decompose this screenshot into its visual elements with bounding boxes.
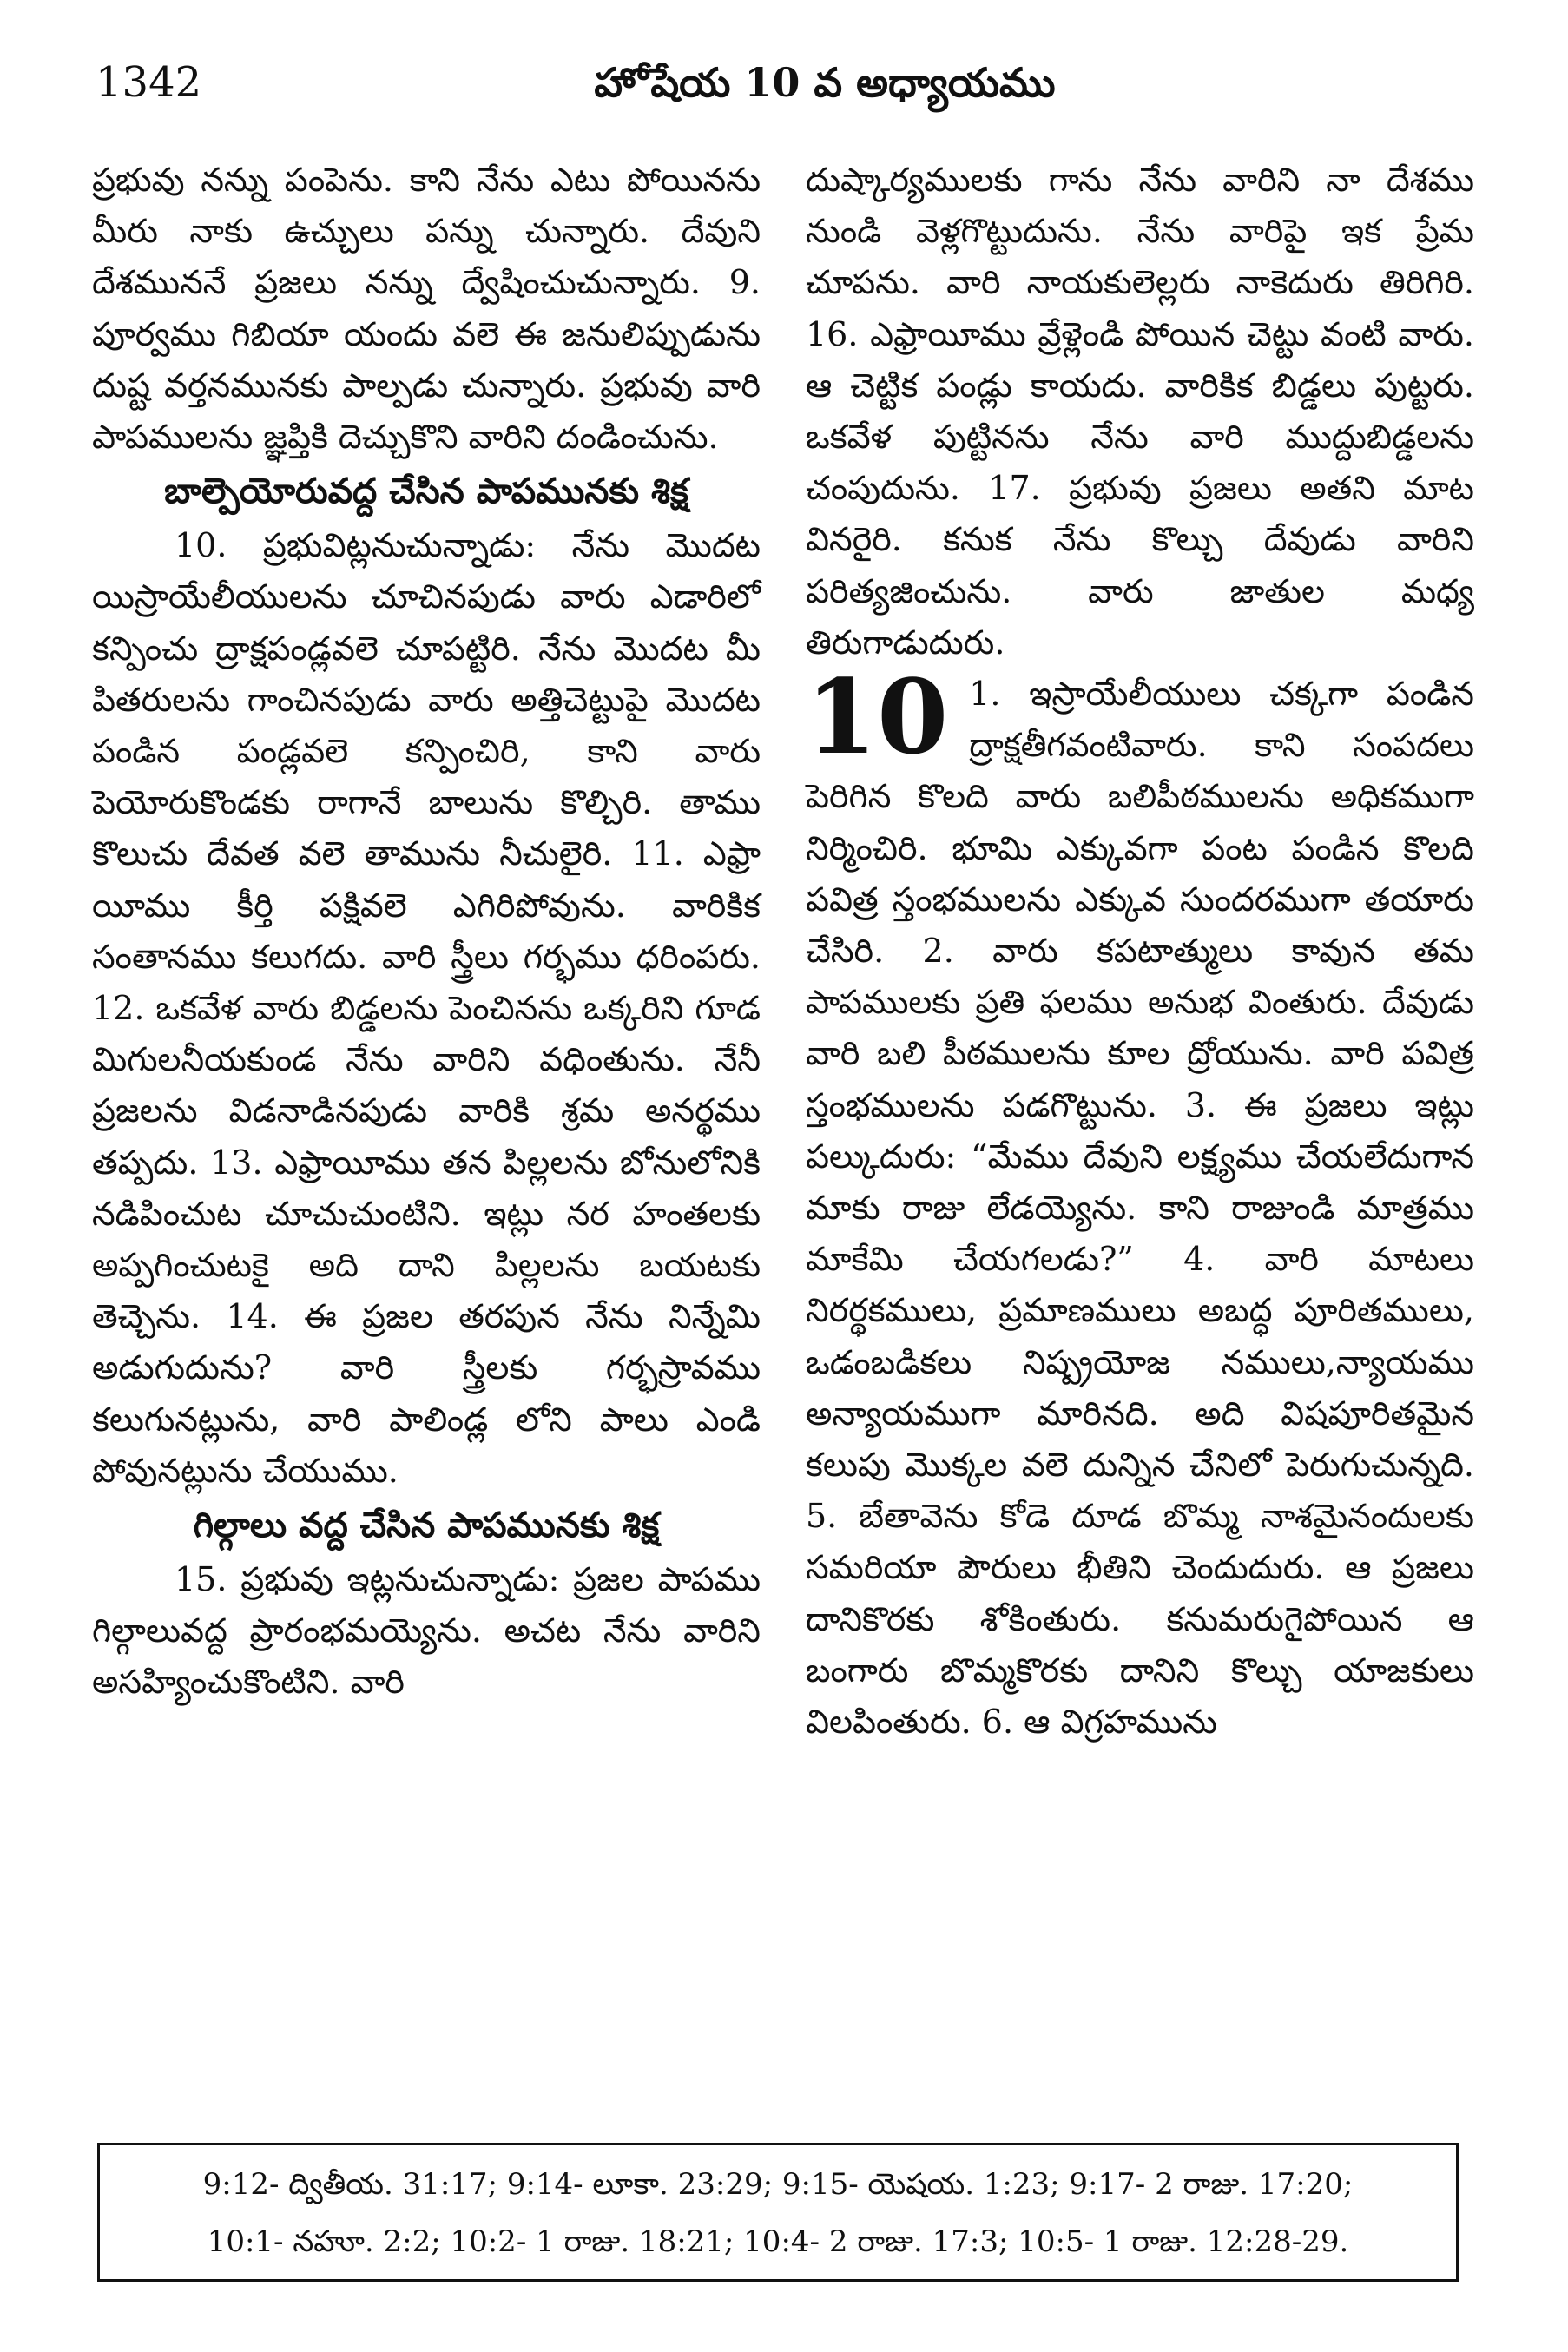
paragraph: ప్రభువు నన్ను పంపెను. కాని నేను ఎటు పోయినను మీరు నాకు ఉచ్చులు పన్ను చున్నారు. దేవుని దేశముననే ప్రజలు నన్ను ద్వేషించుచున్నారు. 9. పూర్వము గిబియా యందు వలె ఈ జనులిప్పుడును దుష్ట వర్తనమునకు పాల్పడు చున్నారు. ప్రభువు వారి పాపములను జ్ఞప్తికి దెచ్చుకొని వారిని దండించును.	[92, 161, 761, 457]
paragraph: దుష్కార్యములకు గాను నేను వారిని నా దేశము నుండి వెళ్లగొట్టుదును. నేను వారిపై ఇక ప్రేమ చూపను. వారి నాయకులెల్లరు నాకెదురు తిరిగిరి. 16. ఎఫ్రాయీము వ్రేళ్లెండి పోయిన చెట్టు వంటి వారు. ఆ చెట్టిక పండ్లు కాయదు. వారికిక బిడ్డలు పుట్టరు. ఒకవేళ పుట్టినను నేను వారి ముద్దుబిడ్డలను చంపుదును. 17. ప్రభువు ప్రజలు అతని మాట వినరైరి. కనుక నేను కొల్చు దేవుడు వారిని పరిత్యజించును. వారు జాతుల మధ్య తిరుగాడుదురు.	[806, 161, 1474, 662]
paragraph: 1. ఇస్రాయేలీయులు చక్కగా పండిన ద్రాక్షతీగవంటివారు. కాని సంపదలు పెరిగిన కొలది వారు బలిపీఠములను అధికముగా నిర్మించిరి. భూమి ఎక్కువగా పంట పండిన కొలది పవిత్ర స్తంభములను ఎక్కువ సుందరముగా తయారు చేసిరి. 2. వారు కపటాత్ములు కావున తమ పాపములకు ప్రతి ఫలము అనుభ వింతురు. దేవుడు వారి బలి పీఠములను కూల ద్రోయును. వారి పవిత్ర స్తంభములను పడగొట్టును. 3. ఈ ప్రజలు ఇట్లు పల్కుదురు: “మేము దేవుని లక్ష్యము చేయలేదుగాన మాకు రాజు లేడయ్యెను. కాని రాజుండి మాత్రము మాకేమి చేయగలడు?” 4. వారి మాటలు నిరర్థకములు, ప్రమాణములు అబద్ధ పూరితములు, ఒడంబడికలు నిష్ప్రయోజ నములు,న్యాయము అన్యాయముగా మారినది. అది విషపూరితమైన కలుపు మొక్కల వలె దున్నిన చేనిలో పెరుగుచున్నది. 5. బేతావెను కోడె దూడ బొమ్మ నాశమైనందులకు సమరియా పౌరులు భీతిని చెందుదురు. ఆ ప్రజలు దానికొరకు శోకింతురు. కనుమరుగైపోయిన ఆ బంగారు బొమ్మకొరకు దానిని కొల్చు యాజకులు విలపింతురు. 6. ఆ విగ్రహమును	[806, 675, 1474, 1742]
cross-reference-line: 9:12- ద్వితీయ. 31:17; 9:14- లూకా. 23:29; 9:15- యెషయ. 1:23; 9:17- 2 రాజు. 17:20;	[202, 2167, 1354, 2202]
section-heading: బాల్పెయోరువద్ద చేసిన పాపమునకు శిక్ష	[164, 471, 688, 512]
paragraph: 10. ప్రభువిట్లనుచున్నాడు: నేను మొదట యిస్రాయేలీయులను చూచినపుడు వారు ఎడారిలో కన్పించు ద్రాక్షపండ్లవలె చూపట్టిరి. నేను మొదట మీ పితరులను గాంచినపుడు వారు అత్తిచెట్టుపై మొదట పండిన పండ్లవలె కన్పించిరి, కాని వారు పెయోరుకొండకు రాగానే బాలును కొల్చిరి. తాము కొలుచు దేవత వలె తామును నీచులైరి. 11. ఎఫ్రా యీము కీర్తి పక్షివలె ఎగిరిపోవును. వారికిక సంతానము కలుగదు. వారి స్త్రీలు గర్భము ధరింపరు. 12. ఒకవేళ వారు బిడ్డలను పెంచినను ఒక్కరిని గూడ మిగులనీయకుండ నేను వారిని వధింతును. నేనీ ప్రజలను విడనాడినపుడు వారికి శ్రమ అనర్థము తప్పదు. 13. ఎఫ్రాయీము తన పిల్లలను బోనులోనికి నడిపించుట చూచుచుంటిని. ఇట్లు నర హంతలకు అప్పగించుటకై అది దాని పిల్లలను బయటకు తెచ్చెను. 14. ఈ ప్రజల తరపున నేను నిన్నేమి అడుగుదును? వారి స్త్రీలకు గర్భస్రావము కలుగునట్లును, వారి పాలిండ్ల లోని పాలు ఎండి పోవునట్లును చేయుము.	[92, 526, 761, 1490]
cross-reference-line: 10:1- నహూ. 2:2; 10:2- 1 రాజు. 18:21; 10:4- 2 రాజు. 17:3; 10:5- 1 రాజు. 12:28-29.	[207, 2224, 1349, 2259]
chapter-number: 10	[806, 656, 949, 778]
paragraph: 15. ప్రభువు ఇట్లనుచున్నాడు: ప్రజల పాపము గిల్గాలువద్ద ప్రారంభమయ్యెను. అచట నేను వారిని అసహ్యించుకొంటిని. వారి	[92, 1560, 761, 1702]
right-column	[806, 155, 1474, 1748]
page-number: 1342	[96, 58, 202, 107]
running-title: హోషేయ 10 వ అధ్యాయము	[594, 59, 1056, 106]
left-column	[92, 155, 761, 1709]
page-header	[96, 52, 1464, 113]
section-heading: గిల్గాలు వద్ద చేసిన పాపమునకు శిక్ష	[193, 1505, 660, 1546]
cross-reference-box	[97, 2143, 1459, 2282]
chapter-start	[806, 656, 1474, 1748]
